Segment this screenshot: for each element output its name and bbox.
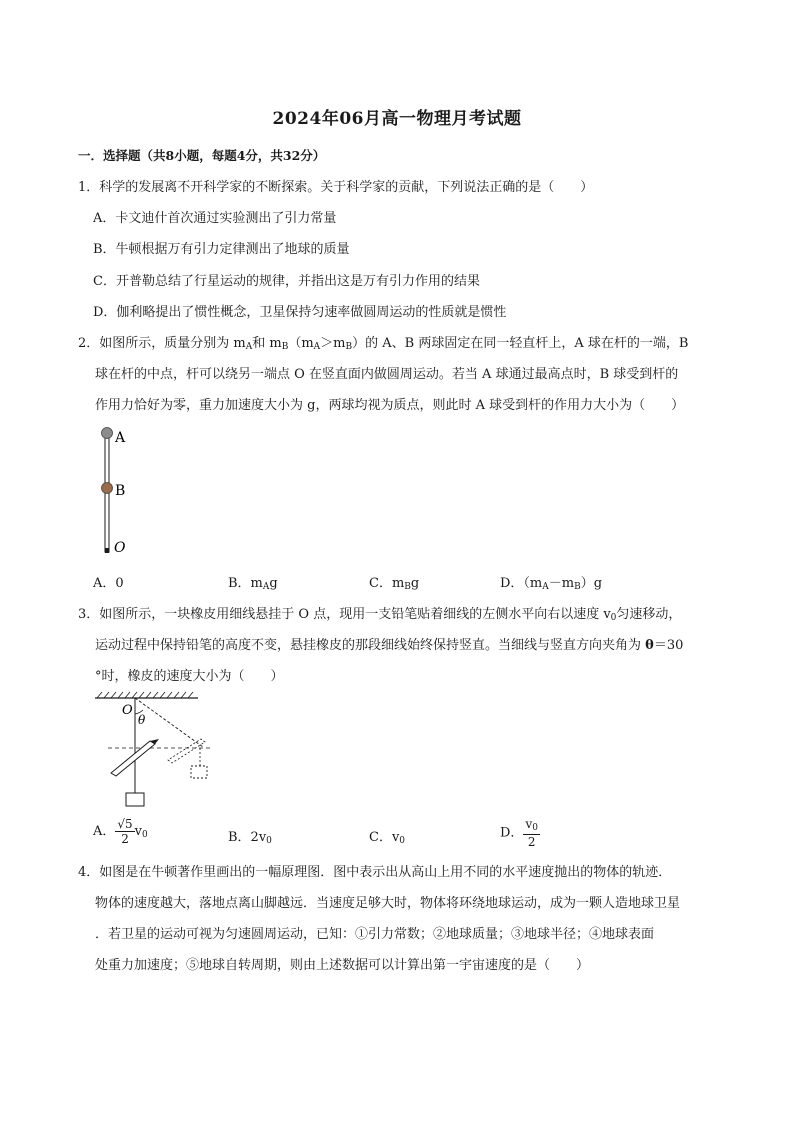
q1-option-c: C．开普勒总结了行星运动的规律，并指出这是万有引力作用的结果: [93, 274, 480, 289]
q4-stem-line2: 物体的速度越大，落地点离山脚越远．当速度足够大时，物体将环绕地球运动，成为一颗人造地球卫星: [95, 896, 681, 911]
label-theta: θ: [138, 713, 146, 727]
q2-option-c: C．$m_Bg$: [369, 576, 420, 592]
q2-stem-line2: 球在杆的中点，杆可以绕另一端点 O 在竖直面内做圆周运动。若当 A 球通过最高点时，B 球受到杆的: [95, 367, 679, 382]
eraser-ghost: [191, 766, 207, 778]
q3-option-d: D． $\frac{v_0}{2}$: [500, 817, 538, 849]
q3-option-c: C．$v_0$: [369, 830, 406, 846]
pivot-o: [105, 548, 109, 553]
q4-stem-line3: ．若卫星的运动可视为匀速圆周运动，已知：①引力常数；②地球质量；③地球半径；④地球表面: [95, 927, 655, 942]
q3-stem-line3: °时，橡皮的速度大小为（ ）: [95, 669, 284, 684]
q1-option-d: D．伽利略提出了惯性概念，卫星保持匀速率做圆周运动的性质就是惯性: [93, 305, 507, 320]
q2-stem-line3: 作用力恰好为零，重力加速度大小为 g，两球均视为质点，则此时 A 球受到杆的作用力大小为（ ）: [95, 398, 685, 413]
q3-stem-line2: 运动过程中保持铅笔的高度不变，悬挂橡皮的那段细线始终保持竖直。当细线与竖直方向夹角为 θ＝30: [95, 638, 684, 653]
eraser: [126, 793, 144, 806]
label-o: O: [114, 540, 126, 556]
q3-stem-line1: 3．如图所示，一块橡皮用细线悬挂于 O 点，现用一支铅笔贴着细线的左侧水平向右以速度 $v_0$匀速移动，: [78, 607, 682, 623]
q4-stem-line1: 4．如图是在牛顿著作里画出的一幅原理图．图中表示出从高山上用不同的水平速度抛出的物体的轨迹．: [78, 865, 672, 880]
section-heading: 一．选择题（共8小题，每题4分，共32分）: [78, 148, 326, 163]
q2-option-b: B．$m_Ag$: [228, 576, 278, 592]
q3-pencil-figure: [93, 690, 218, 808]
q2-rod-figure: [96, 424, 156, 559]
q2-option-a: A．0: [93, 576, 124, 591]
q1-option-a: A．卡文迪什首次通过实验测出了引力常量: [93, 211, 337, 226]
label-o: O: [122, 703, 133, 718]
q2-option-d: D．$(m_A-m_B)g$: [500, 576, 603, 592]
pencil: [111, 741, 155, 776]
q2-stem-line1: 2．如图所示，质量分别为 $m_A$和 $m_B(m_A>m_B)$的 A、B 两球固定在同一轻直杆上，A 球在杆的一端，B: [78, 336, 689, 352]
q1-stem: 1．科学的发展离不开科学家的不断探索。关于科学家的贡献，下列说法正确的是（ ）: [78, 180, 594, 195]
q1-option-b: B．牛顿根据万有引力定律测出了地球的质量: [93, 242, 350, 257]
ball-a: [102, 428, 113, 439]
pencil-ghost: [168, 739, 205, 763]
label-b: B: [115, 483, 126, 499]
ceiling-hatch: [97, 692, 193, 698]
label-a: A: [115, 430, 126, 446]
page-title: 2024年06月高一物理月考试题: [272, 109, 522, 129]
q4-stem-line4: 处重力加速度；⑤地球自转周期，则由上述数据可以计算出第一宇宙速度的是（ ）: [95, 958, 590, 973]
ball-b: [102, 483, 113, 494]
q3-option-b: B．$2v_0$: [228, 830, 272, 846]
q3-option-a: A． $\frac{√5}{2}$ $v_0$: [93, 817, 148, 846]
